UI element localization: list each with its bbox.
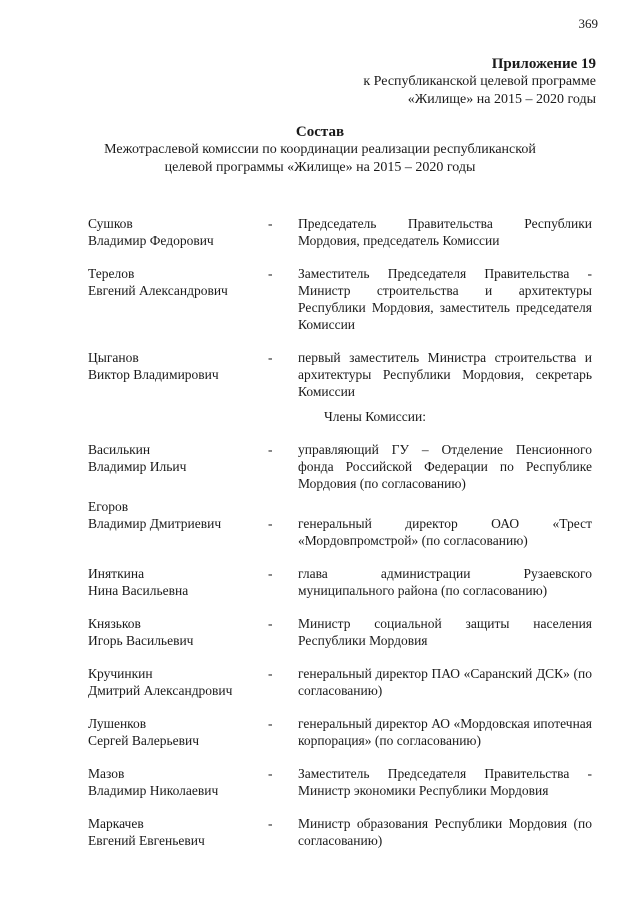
member-surname: Василькин: [88, 442, 151, 457]
member-given-name: Владимир Федорович: [88, 233, 214, 248]
member-given-name: Евгений Евгеньевич: [88, 833, 205, 848]
dash-separator: -: [268, 266, 273, 281]
appendix-line-2: «Жилище» на 2015 – 2020 годы: [407, 92, 596, 107]
member-role: генеральный директор ПАО «Саранский ДСК» (по согласованию): [298, 666, 592, 698]
roster-entry: [88, 765, 592, 799]
heading-title: Состав: [295, 124, 345, 140]
member-given-name: Владимир Дмитриевич: [88, 516, 222, 531]
member-role: глава администрации Рузаевского муниципального района (по согласованию): [298, 566, 592, 598]
member-given-name: Владимир Ильич: [88, 459, 187, 474]
member-role: Заместитель Председателя Правительства - Министр экономики Республики Мордовия: [298, 766, 592, 798]
member-given-name: Владимир Николаевич: [88, 783, 219, 798]
roster-entry: [88, 565, 592, 599]
dash-separator: -: [268, 766, 273, 781]
commission-roster: [88, 215, 592, 865]
roster-entry: [88, 441, 592, 492]
roster-entry: [88, 349, 592, 400]
member-surname: Князьков: [88, 616, 141, 631]
member-surname: Цыганов: [88, 350, 139, 365]
roster-entry: [88, 615, 592, 649]
member-role: управляющий ГУ – Отделение Пенсионного фонда Российской Федерации по Республике Мордовия (по согласованию): [298, 442, 592, 491]
member-role: генеральный директор АО «Мордовская ипотечная корпорация» (по согласованию): [298, 716, 592, 748]
dash-separator: -: [268, 616, 273, 631]
member-role: Министр социальной защиты населения Республики Мордовия: [298, 616, 592, 648]
roster-entry: [88, 265, 592, 333]
member-surname: Терелов: [88, 266, 135, 281]
heading-line-1: Межотраслевой комиссии по координации реализации республиканской: [104, 142, 536, 157]
member-given-name: Сергей Валерьевич: [88, 733, 199, 748]
member-given-name: Игорь Васильевич: [88, 633, 194, 648]
member-surname: Сушков: [88, 216, 133, 231]
roster-entry: [88, 715, 592, 749]
members-section-label: Члены Комиссии:: [324, 409, 426, 424]
appendix-block: [363, 55, 596, 109]
member-given-name: Нина Васильевна: [88, 583, 189, 598]
member-surname: Кручинкин: [88, 666, 153, 681]
roster-entry: [88, 665, 592, 699]
member-surname: Мазов: [88, 766, 125, 781]
member-role: генеральный директор ОАО «Трест «Мордовпромстрой» (по согласованию): [298, 516, 592, 548]
member-given-name: Дмитрий Александрович: [88, 683, 233, 698]
member-surname: Егоров: [88, 499, 129, 514]
member-surname: Лушенков: [88, 716, 147, 731]
appendix-title: Приложение 19: [491, 56, 596, 72]
roster-entry: [88, 498, 592, 549]
dash-separator: -: [268, 716, 273, 731]
dash-separator: -: [268, 216, 273, 231]
heading-line-2: целевой программы «Жилище» на 2015 – 2020 годы: [164, 160, 476, 175]
dash-separator: -: [268, 350, 273, 365]
roster-entry: [88, 815, 592, 849]
dash-separator: -: [268, 566, 273, 581]
dash-separator: -: [268, 442, 273, 457]
member-role: первый заместитель Министра строительства и архитектуры Республики Мордовия, секретарь Комиссии: [298, 350, 592, 399]
dash-separator: -: [268, 516, 273, 531]
member-given-name: Виктор Владимирович: [88, 367, 219, 382]
member-surname: Иняткина: [88, 566, 145, 581]
dash-separator: -: [268, 666, 273, 681]
roster-entry: [88, 215, 592, 249]
dash-separator: -: [268, 816, 273, 831]
member-surname: Маркачев: [88, 816, 144, 831]
page-number: 369: [578, 16, 598, 31]
document-heading: [0, 123, 640, 177]
member-role: Заместитель Председателя Правительства - Министр строительства и архитектуры Республики Мордовия, заместитель председателя Комиссии: [298, 266, 592, 332]
appendix-line-1: к Республиканской целевой программе: [363, 74, 596, 89]
member-role: Министр образования Республики Мордовия (по согласованию): [298, 816, 592, 848]
member-given-name: Евгений Александрович: [88, 283, 228, 298]
member-role: Председатель Правительства Республики Мордовия, председатель Комиссии: [298, 216, 592, 248]
